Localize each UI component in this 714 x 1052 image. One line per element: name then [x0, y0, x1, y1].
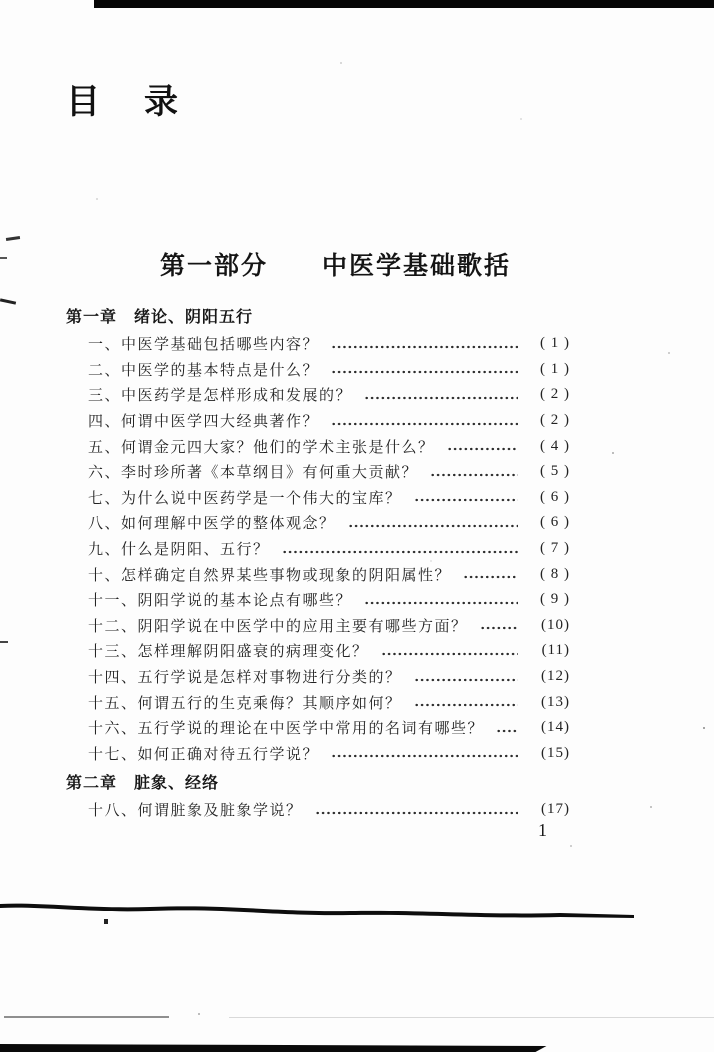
- toc-entry-label: 十三、怎样理解阴阳盛衰的病理变化？: [88, 644, 369, 661]
- dot-leader: [414, 496, 518, 504]
- toc-title: 目 录: [66, 83, 183, 121]
- part-title: 第一部分 中医学基础歌括: [160, 252, 512, 280]
- toc-entry-page: ( 1 ): [540, 360, 570, 377]
- toc-entry: [66, 664, 570, 690]
- toc-entry: [66, 638, 570, 664]
- toc-entry-label: 二、中医学的基本特点是什么？: [88, 362, 320, 379]
- dot-leader: [315, 809, 518, 817]
- toc-entry: [66, 382, 570, 408]
- dot-leader: [331, 368, 518, 376]
- toc-entry-label: 六、李时珍所著《本草纲目》有何重大贡献？: [88, 465, 419, 482]
- scan-speck: [104, 919, 108, 924]
- toc-entry-page: ( 5 ): [540, 463, 570, 480]
- dot-leader: [364, 599, 518, 607]
- dot-leader: [414, 701, 518, 709]
- dot-leader: [331, 343, 518, 351]
- toc-entry-page: ( 1 ): [540, 335, 570, 352]
- toc-entry-page: (12): [541, 668, 570, 685]
- toc-entry-page: (14): [541, 719, 570, 736]
- toc-entry: [66, 797, 570, 823]
- toc-entry: [66, 510, 570, 536]
- toc-entry: [66, 459, 570, 485]
- toc-entry-label: 一、中医学基础包括哪些内容？: [88, 337, 320, 354]
- dot-leader: [331, 420, 518, 428]
- dot-leader: [414, 676, 518, 684]
- dot-leader: [496, 727, 518, 735]
- toc-entry: [66, 613, 570, 639]
- toc-entry-page: ( 7 ): [540, 540, 570, 557]
- dot-leader: [447, 445, 518, 453]
- toc-entry: [66, 408, 570, 434]
- toc-entry-page: (10): [541, 616, 570, 633]
- toc-entry-page: (17): [541, 801, 570, 818]
- dot-leader: [381, 650, 518, 658]
- toc-entry-label: 十七、如何正确对待五行学说？: [88, 746, 320, 763]
- toc-entry-page: (15): [541, 744, 570, 761]
- toc-entry: [66, 561, 570, 587]
- scan-speck: [0, 298, 16, 304]
- toc-entry: [66, 433, 570, 459]
- toc-entry-label: 八、如何理解中医学的整体观念？: [88, 516, 336, 533]
- toc-entry: [66, 331, 570, 357]
- dot-leader: [430, 471, 518, 479]
- toc-entry-page: ( 2 ): [540, 386, 570, 403]
- toc-entry-label: 十六、五行学说的理论在中医学中常用的名词有哪些？: [88, 721, 485, 738]
- toc-entry-page: (13): [541, 693, 570, 710]
- toc-entry-label: 十、怎样确定自然界某些事物或现象的阴阳属性？: [88, 567, 452, 584]
- toc-entry-label: 四、何谓中医学四大经典著作？: [88, 414, 320, 431]
- scan-speck: [6, 236, 20, 241]
- scan-speck: [0, 641, 8, 643]
- toc-entry-page: ( 4 ): [540, 437, 570, 454]
- page-number: 1: [538, 820, 547, 840]
- dot-leader: [364, 394, 518, 402]
- toc-entry-page: ( 2 ): [540, 412, 570, 429]
- toc-entry-label: 十五、何谓五行的生克乘侮？其顺序如何？: [88, 695, 402, 712]
- toc-entry: [66, 485, 570, 511]
- dot-leader: [282, 548, 518, 556]
- toc-entry-label: 三、中医药学是怎样形成和发展的？: [88, 388, 353, 405]
- scan-line-artifact-light: [229, 1017, 714, 1018]
- dot-leader: [463, 573, 518, 581]
- toc-entry-label: 七、为什么说中医药学是一个伟大的宝库？: [88, 490, 402, 507]
- dot-leader: [480, 624, 518, 632]
- toc-entry-page: ( 6 ): [540, 488, 570, 505]
- dot-leader: [331, 752, 518, 760]
- toc-list: [66, 300, 570, 823]
- toc-entry-label: 十四、五行学说是怎样对事物进行分类的？: [88, 670, 402, 687]
- scan-edge-bar-bottom: [0, 1044, 552, 1052]
- chapter-heading: 第一章 绪论、阴阳五行: [66, 309, 254, 326]
- toc-entry-page: ( 8 ): [540, 565, 570, 582]
- scan-speck: [0, 257, 7, 259]
- scan-copy-line-artifact: [0, 900, 640, 924]
- toc-entry: [66, 587, 570, 613]
- chapter-heading: 第二章 脏象、经络: [66, 775, 220, 793]
- scan-noise-specks: [0, 0, 2, 2]
- toc-entry: [66, 536, 570, 562]
- toc-entry-label: 十一、阴阳学说的基本论点有哪些？: [88, 593, 353, 610]
- toc-entry: [66, 357, 570, 383]
- dot-leader: [348, 522, 518, 530]
- toc-entry-page: ( 9 ): [540, 591, 570, 608]
- toc-entry-label: 九、什么是阴阳、五行？: [88, 542, 270, 559]
- toc-entry: [66, 715, 570, 741]
- toc-entry-label: 十八、何谓脏象及脏象学说？: [88, 803, 303, 820]
- toc-entry-page: ( 6 ): [540, 514, 570, 531]
- toc-entry: [66, 741, 570, 767]
- toc-entry-label: 十二、阴阳学说在中医学中的应用主要有哪些方面？: [88, 618, 468, 635]
- toc-entry: [66, 689, 570, 715]
- scan-line-artifact-dark: [4, 1016, 169, 1018]
- toc-entry-label: 五、何谓金元四大家？他们的学术主张是什么？: [88, 439, 435, 456]
- scan-edge-bar-top: [94, 0, 714, 8]
- toc-entry-page: (11): [541, 642, 570, 659]
